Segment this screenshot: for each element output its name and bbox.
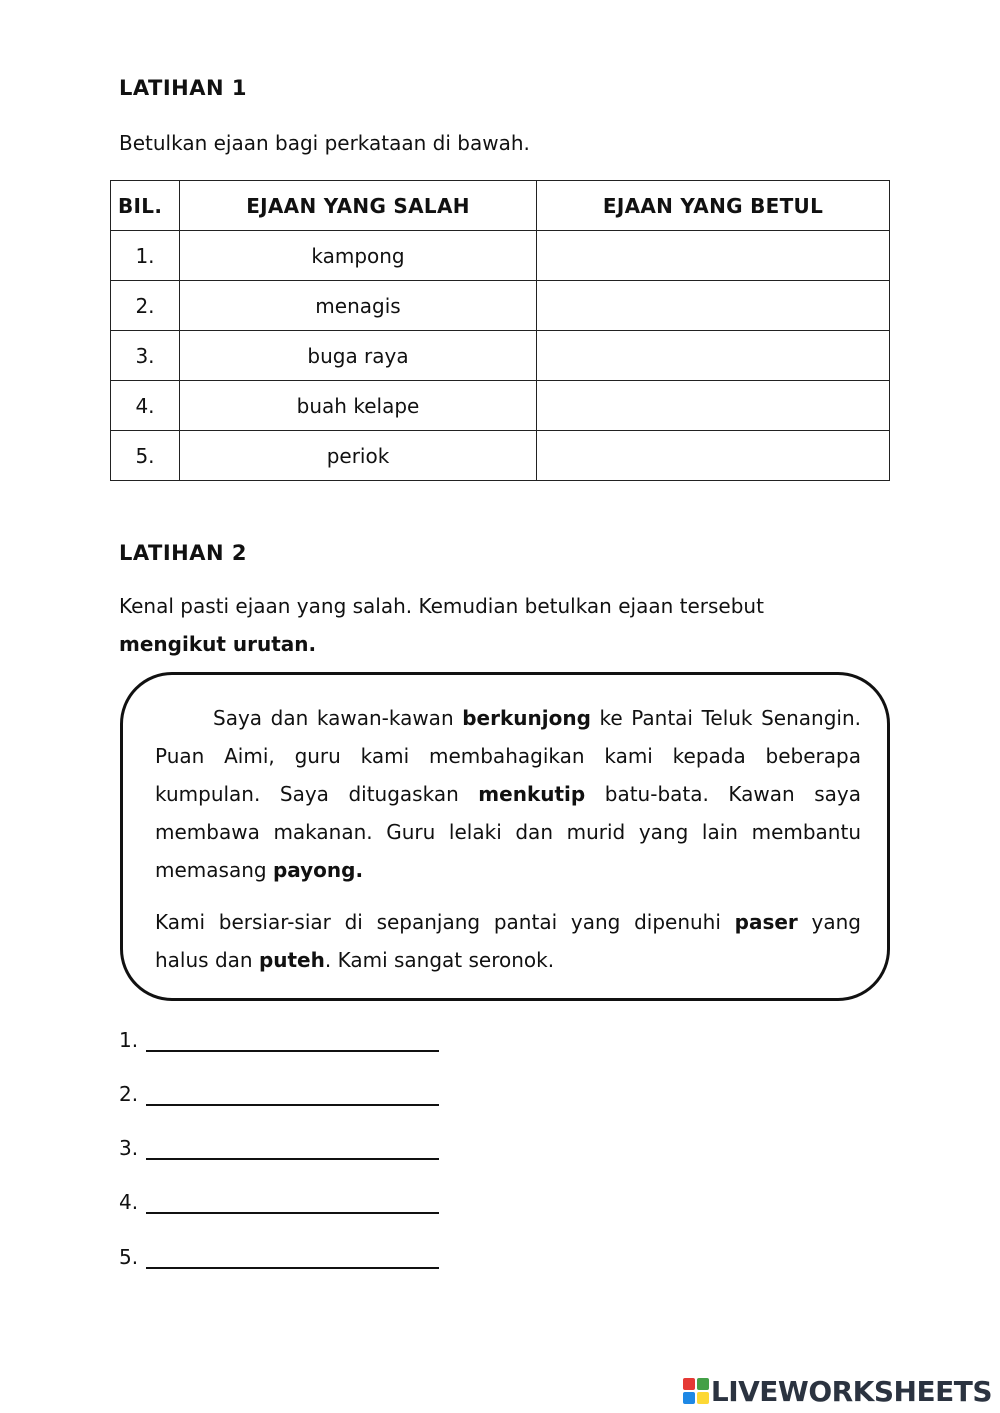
header-ejaan-salah: EJAAN YANG SALAH	[180, 181, 537, 231]
correct-spelling-input[interactable]	[537, 381, 890, 431]
wrong-spelling: menagis	[180, 281, 537, 331]
latihan1-instruction: Betulkan ejaan bagi perkataan di bawah.	[119, 131, 530, 155]
row-number: 3.	[111, 331, 180, 381]
brand-name: LIVEWORKSHEETS	[710, 1374, 992, 1408]
latihan1-title: LATIHAN 1	[119, 76, 247, 100]
latihan2-instruction: Kenal pasti ejaan yang salah. Kemudian betulkan ejaan tersebut	[119, 594, 764, 618]
passage-paragraph-2	[155, 903, 861, 979]
wrong-spelling: kampong	[180, 231, 537, 281]
answer-number: 4.	[119, 1190, 139, 1214]
answer-number: 1.	[119, 1028, 139, 1052]
highlighted-word: menkutip	[478, 782, 586, 806]
header-ejaan-betul: EJAAN YANG BETUL	[537, 181, 890, 231]
highlighted-word: payong.	[272, 858, 364, 882]
answer-input[interactable]	[146, 1050, 439, 1052]
correct-spelling-input[interactable]	[537, 231, 890, 281]
p1-seg-4: batu-bata. Kawan saya membawa makanan. Guru lelaki dan murid yang lain membantu memasang	[155, 782, 861, 882]
passage-paragraph-1	[155, 699, 861, 889]
answer-number: 3.	[119, 1136, 139, 1160]
p1-seg-2: ke Pantai Teluk Senangin. Puan Aimi, guru kami membahagikan kami kepada beberapa kumpulan. Saya ditugaskan	[155, 706, 862, 806]
p2-seg-4: . Kami sangat seronok.	[324, 948, 555, 972]
answer-line-1	[119, 1028, 145, 1058]
highlighted-word: paser	[734, 910, 798, 934]
passage-box	[120, 672, 890, 1001]
answer-input[interactable]	[146, 1104, 439, 1106]
row-number: 1.	[111, 231, 180, 281]
p2-seg-2: yang halus dan	[155, 910, 861, 972]
correct-spelling-input[interactable]	[537, 281, 890, 331]
answer-number: 2.	[119, 1082, 139, 1106]
answer-input[interactable]	[146, 1212, 439, 1214]
table-row	[111, 431, 890, 481]
answer-line-5	[119, 1245, 145, 1275]
table-header-row	[111, 181, 890, 231]
p2-seg-0: Kami bersiar-siar di sepanjang pantai yang dipenuhi	[155, 910, 735, 934]
answer-line-2	[119, 1082, 145, 1112]
table-row	[111, 381, 890, 431]
table-row	[111, 331, 890, 381]
answer-input[interactable]	[146, 1267, 439, 1269]
liveworksheets-logo	[683, 1373, 992, 1409]
latihan2-title: LATIHAN 2	[119, 541, 247, 565]
table-row	[111, 281, 890, 331]
p1-seg-0: Saya dan kawan-kawan	[213, 706, 463, 730]
highlighted-word: puteh	[258, 948, 325, 972]
spelling-table	[110, 180, 890, 481]
latihan2-instruction-bold: mengikut urutan.	[119, 632, 317, 656]
header-bil: BIL.	[111, 181, 180, 231]
wrong-spelling: periok	[180, 431, 537, 481]
wrong-spelling: buah kelape	[180, 381, 537, 431]
wrong-spelling: buga raya	[180, 331, 537, 381]
answer-line-4	[119, 1190, 145, 1220]
table-row	[111, 231, 890, 281]
row-number: 2.	[111, 281, 180, 331]
answer-number: 5.	[119, 1245, 139, 1269]
liveworksheets-logo-icon	[683, 1378, 709, 1404]
row-number: 4.	[111, 381, 180, 431]
row-number: 5.	[111, 431, 180, 481]
highlighted-word: berkunjong	[462, 706, 591, 730]
answer-input[interactable]	[146, 1158, 439, 1160]
correct-spelling-input[interactable]	[537, 431, 890, 481]
answer-line-3	[119, 1136, 145, 1166]
correct-spelling-input[interactable]	[537, 331, 890, 381]
